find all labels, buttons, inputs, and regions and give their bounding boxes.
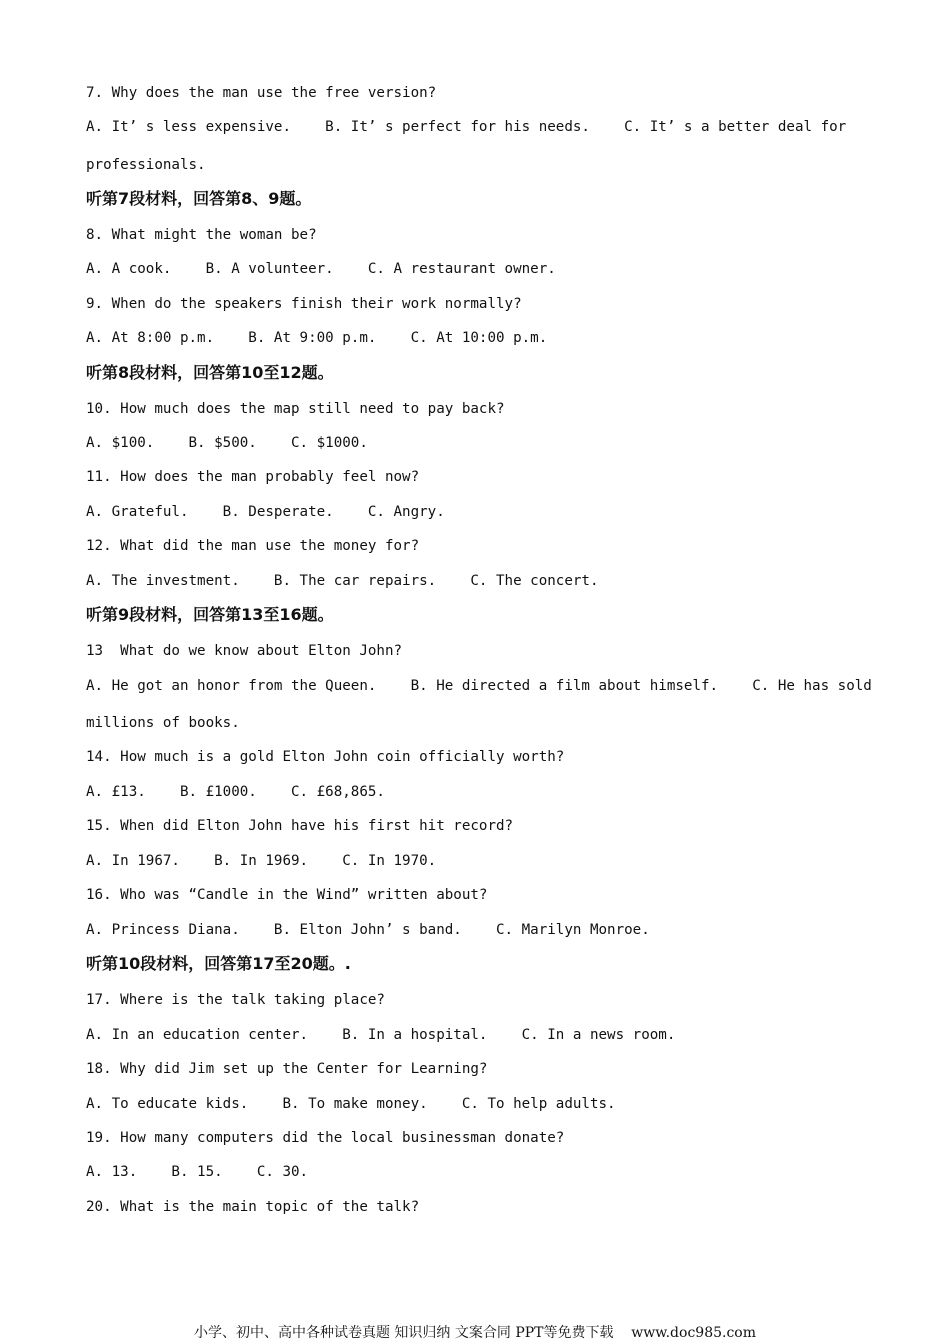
question-13: 13 What do we know about Elton John?: [86, 643, 403, 659]
section-7-heading: 听第7段材料，回答第8、9题。: [86, 189, 312, 208]
question-10-options: A. $100. B. $500. C. $1000.: [86, 435, 368, 451]
question-8: 8. What might the woman be?: [86, 227, 317, 243]
section-9-heading: 听第9段材料，回答第13至16题。: [86, 605, 334, 624]
question-11-options: A. Grateful. B. Desperate. C. Angry.: [86, 504, 445, 520]
question-11: 11. How does the man probably feel now?: [86, 469, 420, 485]
section-10-heading: 听第10段材料，回答第17至20题。.: [86, 954, 351, 973]
question-9-options: A. At 8:00 p.m. B. At 9:00 p.m. C. At 10:00 p.m.: [86, 330, 548, 346]
question-12-options: A. The investment. B. The car repairs. C. The concert.: [86, 573, 599, 589]
question-13-options: A. He got an honor from the Queen. B. He directed a film about himself. C. He has sold: [86, 678, 872, 694]
question-18: 18. Why did Jim set up the Center for Learning?: [86, 1061, 488, 1077]
question-20: 20. What is the main topic of the talk?: [86, 1199, 420, 1215]
question-13-options-continued: millions of books.: [86, 715, 240, 731]
question-10: 10. How much does the map still need to pay back?: [86, 401, 505, 417]
question-15-options: A. In 1967. B. In 1969. C. In 1970.: [86, 853, 437, 869]
question-7-options-continued: professionals.: [86, 157, 206, 173]
question-19-options: A. 13. B. 15. C. 30.: [86, 1164, 309, 1180]
question-7: 7. Why does the man use the free version?: [86, 85, 437, 101]
question-7-options: A. It’ s less expensive. B. It’ s perfect for his needs. C. It’ s a better deal for: [86, 119, 847, 135]
question-16: 16. Who was “Candle in the Wind” written about?: [86, 887, 488, 903]
question-17: 17. Where is the talk taking place?: [86, 992, 385, 1008]
question-17-options: A. In an education center. B. In a hospital. C. In a news room.: [86, 1027, 676, 1043]
question-12: 12. What did the man use the money for?: [86, 538, 420, 554]
question-18-options: A. To educate kids. B. To make money. C. To help adults.: [86, 1096, 616, 1112]
question-9: 9. When do the speakers finish their work normally?: [86, 296, 522, 312]
question-14-options: A. £13. B. £1000. C. £68,865.: [86, 784, 385, 800]
section-8-heading: 听第8段材料，回答第10至12题。: [86, 363, 334, 382]
question-16-options: A. Princess Diana. B. Elton John’ s band. C. Marilyn Monroe.: [86, 922, 650, 938]
question-8-options: A. A cook. B. A volunteer. C. A restaurant owner.: [86, 261, 556, 277]
question-15: 15. When did Elton John have his first hit record?: [86, 818, 514, 834]
question-14: 14. How much is a gold Elton John coin officially worth?: [86, 749, 565, 765]
question-19: 19. How many computers did the local businessman donate?: [86, 1130, 565, 1146]
page-footer: 小学、初中、高中各种试卷真题 知识归纳 文案合同 PPT等免费下载 www.doc985.com: [193, 1325, 756, 1341]
